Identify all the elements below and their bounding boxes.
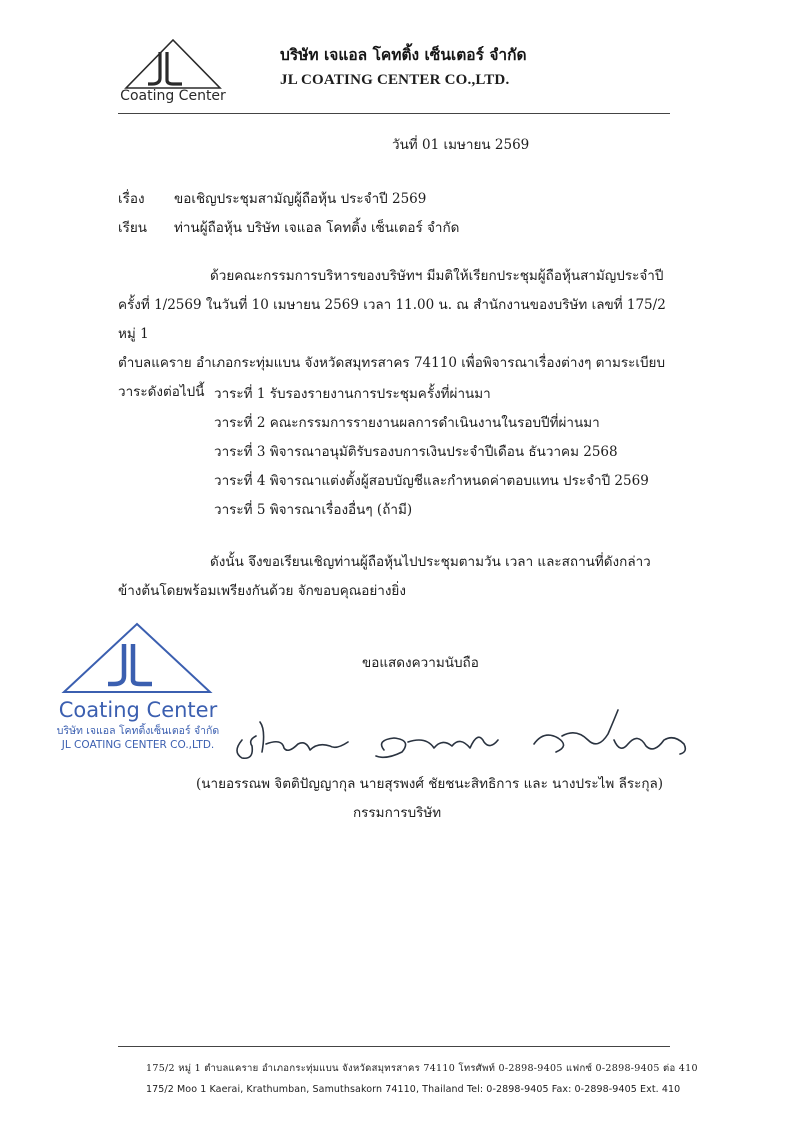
subject-text: ขอเชิญประชุมสามัญผู้ถือหุ้น ประจำปี 2569 bbox=[174, 191, 427, 207]
signature-1 bbox=[237, 722, 348, 758]
conclusion-paragraph bbox=[118, 548, 670, 606]
stamp-company-thai: บริษัท เจแอล โคทติ้งเซ็นเตอร์ จำกัด bbox=[56, 725, 220, 737]
agenda-item: วาระที่ 2 คณะกรรมการรายงานผลการดำเนินงานในรอบปีที่ผ่านมา bbox=[214, 415, 600, 431]
signature-3 bbox=[534, 710, 685, 754]
logo-wordmark: Coating Center bbox=[120, 88, 226, 104]
recipient-text: ท่านผู้ถือหุ้น บริษัท เจแอล โคทติ้ง เซ็นเตอร์ จำกัด bbox=[174, 220, 460, 236]
company-logo bbox=[118, 36, 228, 104]
header-divider bbox=[118, 113, 670, 114]
closing-salutation: ขอแสดงความนับถือ bbox=[362, 655, 479, 671]
company-name-english: JL COATING CENTER CO.,LTD. bbox=[280, 72, 510, 88]
body-line: วาระดังต่อไปนี้ bbox=[118, 384, 205, 400]
stamp-wordmark: Coating Center bbox=[58, 698, 218, 722]
company-name-thai: บริษัท เจแอล โคทติ้ง เซ็นเตอร์ จำกัด bbox=[280, 45, 527, 64]
body-line: ตำบลแคราย อำเภอกระทุ่มแบน จังหวัดสมุทรสาคร 74110 เพื่อพิจารณาเรื่องต่างๆ ตามระเบียบ bbox=[118, 355, 666, 371]
footer-divider bbox=[118, 1046, 670, 1047]
stamp-company-english: JL COATING CENTER CO.,LTD. bbox=[61, 739, 215, 751]
subject-label: เรื่อง bbox=[118, 191, 145, 207]
footer-address-english: 175/2 Moo 1 Kaerai, Krathumban, Samuthsakorn 74110, Thailand Tel: 0-2898-9405 Fax: 0-2898-9405 Ext. 410 bbox=[146, 1084, 681, 1095]
signature-2 bbox=[376, 737, 498, 757]
body-line: ครั้งที่ 1/2569 ในวันที่ 10 เมษายน 2569 เวลา 11.00 น. ณ สำนักงานของบริษัท เลขที่ 175/2 หมู่ 1 bbox=[118, 297, 666, 342]
director-signatures bbox=[226, 700, 696, 774]
agenda-item: วาระที่ 1 รับรองรายงานการประชุมครั้งที่ผ่านมา bbox=[214, 386, 491, 402]
agenda-item: วาระที่ 4 พิจารณาแต่งตั้งผู้สอบบัญชีและกำหนดค่าตอบแทน ประจำปี 2569 bbox=[214, 473, 649, 489]
footer-address-thai: 175/2 หมู่ 1 ตำบลแคราย อำเภอกระทุ่มแบน จังหวัดสมุทรสาคร 74110 โทรศัพท์ 0-2898-9405 แฟกซ์ 0-2898-9405 ต่อ 410 bbox=[146, 1063, 698, 1074]
signatory-names: (นายอรรณพ จิตติปัญญากุล นายสุรพงศ์ ชัยชนะสิทธิการ และ นางประไพ ลีระกุล) bbox=[196, 776, 664, 792]
body-line: ข้างต้นโดยพร้อมเพรียงกันด้วย จักขอบคุณอย่างยิ่ง bbox=[118, 583, 406, 599]
agenda-item: วาระที่ 3 พิจารณาอนุมัติรับรองบการเงินประจำปีเดือน ธันวาคม 2568 bbox=[214, 444, 618, 460]
letter-date: วันที่ 01 เมษายน 2569 bbox=[392, 137, 530, 153]
signatory-role: กรรมการบริษัท bbox=[353, 805, 442, 821]
recipient-label: เรียน bbox=[118, 220, 148, 236]
body-line: ดังนั้น จึงขอเรียนเชิญท่านผู้ถือหุ้นไปประชุมตามวัน เวลา และสถานที่ดังกล่าว bbox=[210, 554, 651, 570]
body-line: ด้วยคณะกรรมการบริหารของบริษัทฯ มีมติให้เรียกประชุมผู้ถือหุ้นสามัญประจำปี bbox=[210, 268, 664, 284]
company-stamp bbox=[52, 622, 222, 752]
agenda-item: วาระที่ 5 พิจารณาเรื่องอื่นๆ (ถ้ามี) bbox=[214, 502, 413, 518]
